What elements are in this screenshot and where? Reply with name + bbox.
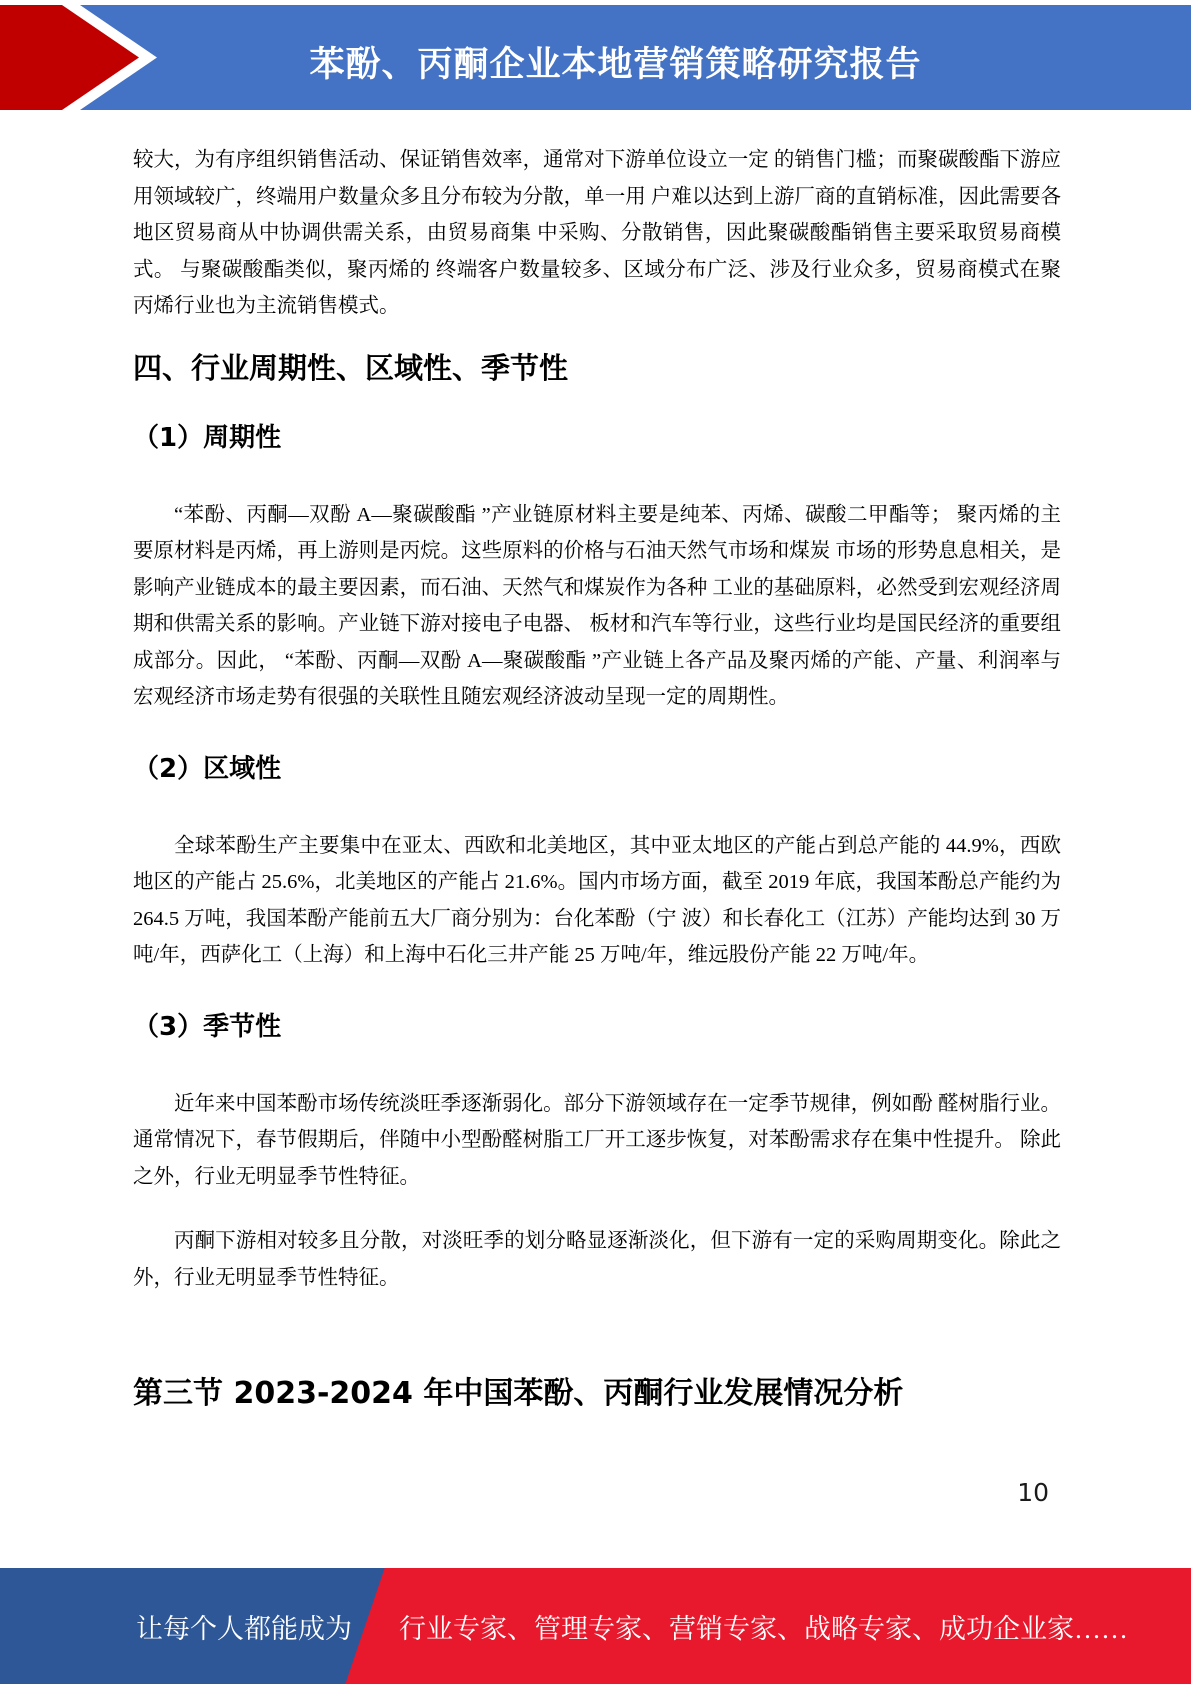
report-title: 苯酚、丙酮企业本地营销策略研究报告: [309, 44, 922, 85]
page-number: 10: [1017, 1478, 1049, 1507]
footer-slogan-left: 让每个人都能成为: [136, 1613, 352, 1644]
section-heading: 四、行业周期性、区域性、季节性: [133, 350, 569, 385]
paragraph-seasonality-1: 近年来中国苯酚市场传统淡旺季逐渐弱化。部分下游领域存在一定季节规律，例如酚 醛树脂行业。通常情况下，春节假期后，伴随中小型酚醛树脂工厂开工逐步恢复，对苯酚需求存在集中性提升。 除此之外，行业无明显季节性特征。: [133, 1092, 1061, 1188]
page-header: [0, 5, 1191, 110]
paragraph-cyclicality: “苯酚、丙酮—双酚 A—聚碳酸酯 ”产业链原材料主要是纯苯、丙烯、碳酸二甲酯等； 聚丙烯的主要原材料是丙烯，再上游则是丙烷。这些原料的价格与石油天然气市场和煤炭 市场的形势息息相关，是影响产业链成本的最主要因素，而石油、天然气和煤炭作为各种 工业的基础原料，必然受到宏观经济周期和供需关系的影响。产业链下游对接电子电器、 板材和汽车等行业，这些行业均是国民经济的重要组成部分。因此， “苯酚、丙酮—双酚 A—聚碳酸酯 ”产业链上各产品及聚丙烯的产能、产量、利润率与宏观经济市场走势有很强的关联性且随宏观经济波动呈现一定的周期性。: [133, 503, 1061, 708]
paragraph-regionality: 全球苯酚生产主要集中在亚太、西欧和北美地区，其中亚太地区的产能占到总产能的 44.9%，西欧地区的产能占 25.6%，北美地区的产能占 21.6%。国内市场方面，截至 2019 年底，我国苯酚总产能约为 264.5 万吨，我国苯酚产能前五大厂商分别为：台化苯酚（宁 波）和长春化工（江苏）产能均达到 30 万吨/年，西萨化工（上海）和上海中石化三井产能 25 万吨/年，维远股份产能 22 万吨/年。: [133, 834, 1061, 966]
arrow-fill-shape: [0, 5, 139, 110]
intro-paragraph: 较大，为有序组织销售活动、保证销售效率，通常对下游单位设立一定 的销售门槛；而聚碳酸酯下游应用领域较广，终端用户数量众多且分布较为分散，单一用 户难以达到上游厂商的直销标准，因此需要各地区贸易商从中协调供需关系，由贸易商集 中采购、分散销售，因此聚碳酸酯销售主要采取贸易商模式。 与聚碳酸酯类似，聚丙烯的 终端客户数量较多、区域分布广泛、涉及行业众多，贸易商模式在聚丙烯行业也为主流销售模式。: [133, 149, 1061, 317]
chapter-heading: 第三节 2023-2024 年中国苯酚、丙酮行业发展情况分析: [133, 1376, 904, 1411]
document-content: [133, 110, 1061, 1507]
paragraph-seasonality-2: 丙酮下游相对较多且分散，对淡旺季的划分略显逐渐淡化，但下游有一定的采购周期变化。除此之外，行业无明显季节性特征。: [133, 1230, 1061, 1289]
subsection-heading-cyclicality: （1）周期性: [133, 422, 282, 453]
subsection-heading-regionality: （2）区域性: [133, 753, 282, 784]
footer-slogan-right: 行业专家、管理专家、营销专家、战略专家、成功企业家……: [399, 1613, 1128, 1644]
subsection-heading-seasonality: （3）季节性: [133, 1011, 282, 1042]
red-right-arrow-icon: [0, 5, 160, 110]
page-footer: [0, 1568, 1191, 1684]
